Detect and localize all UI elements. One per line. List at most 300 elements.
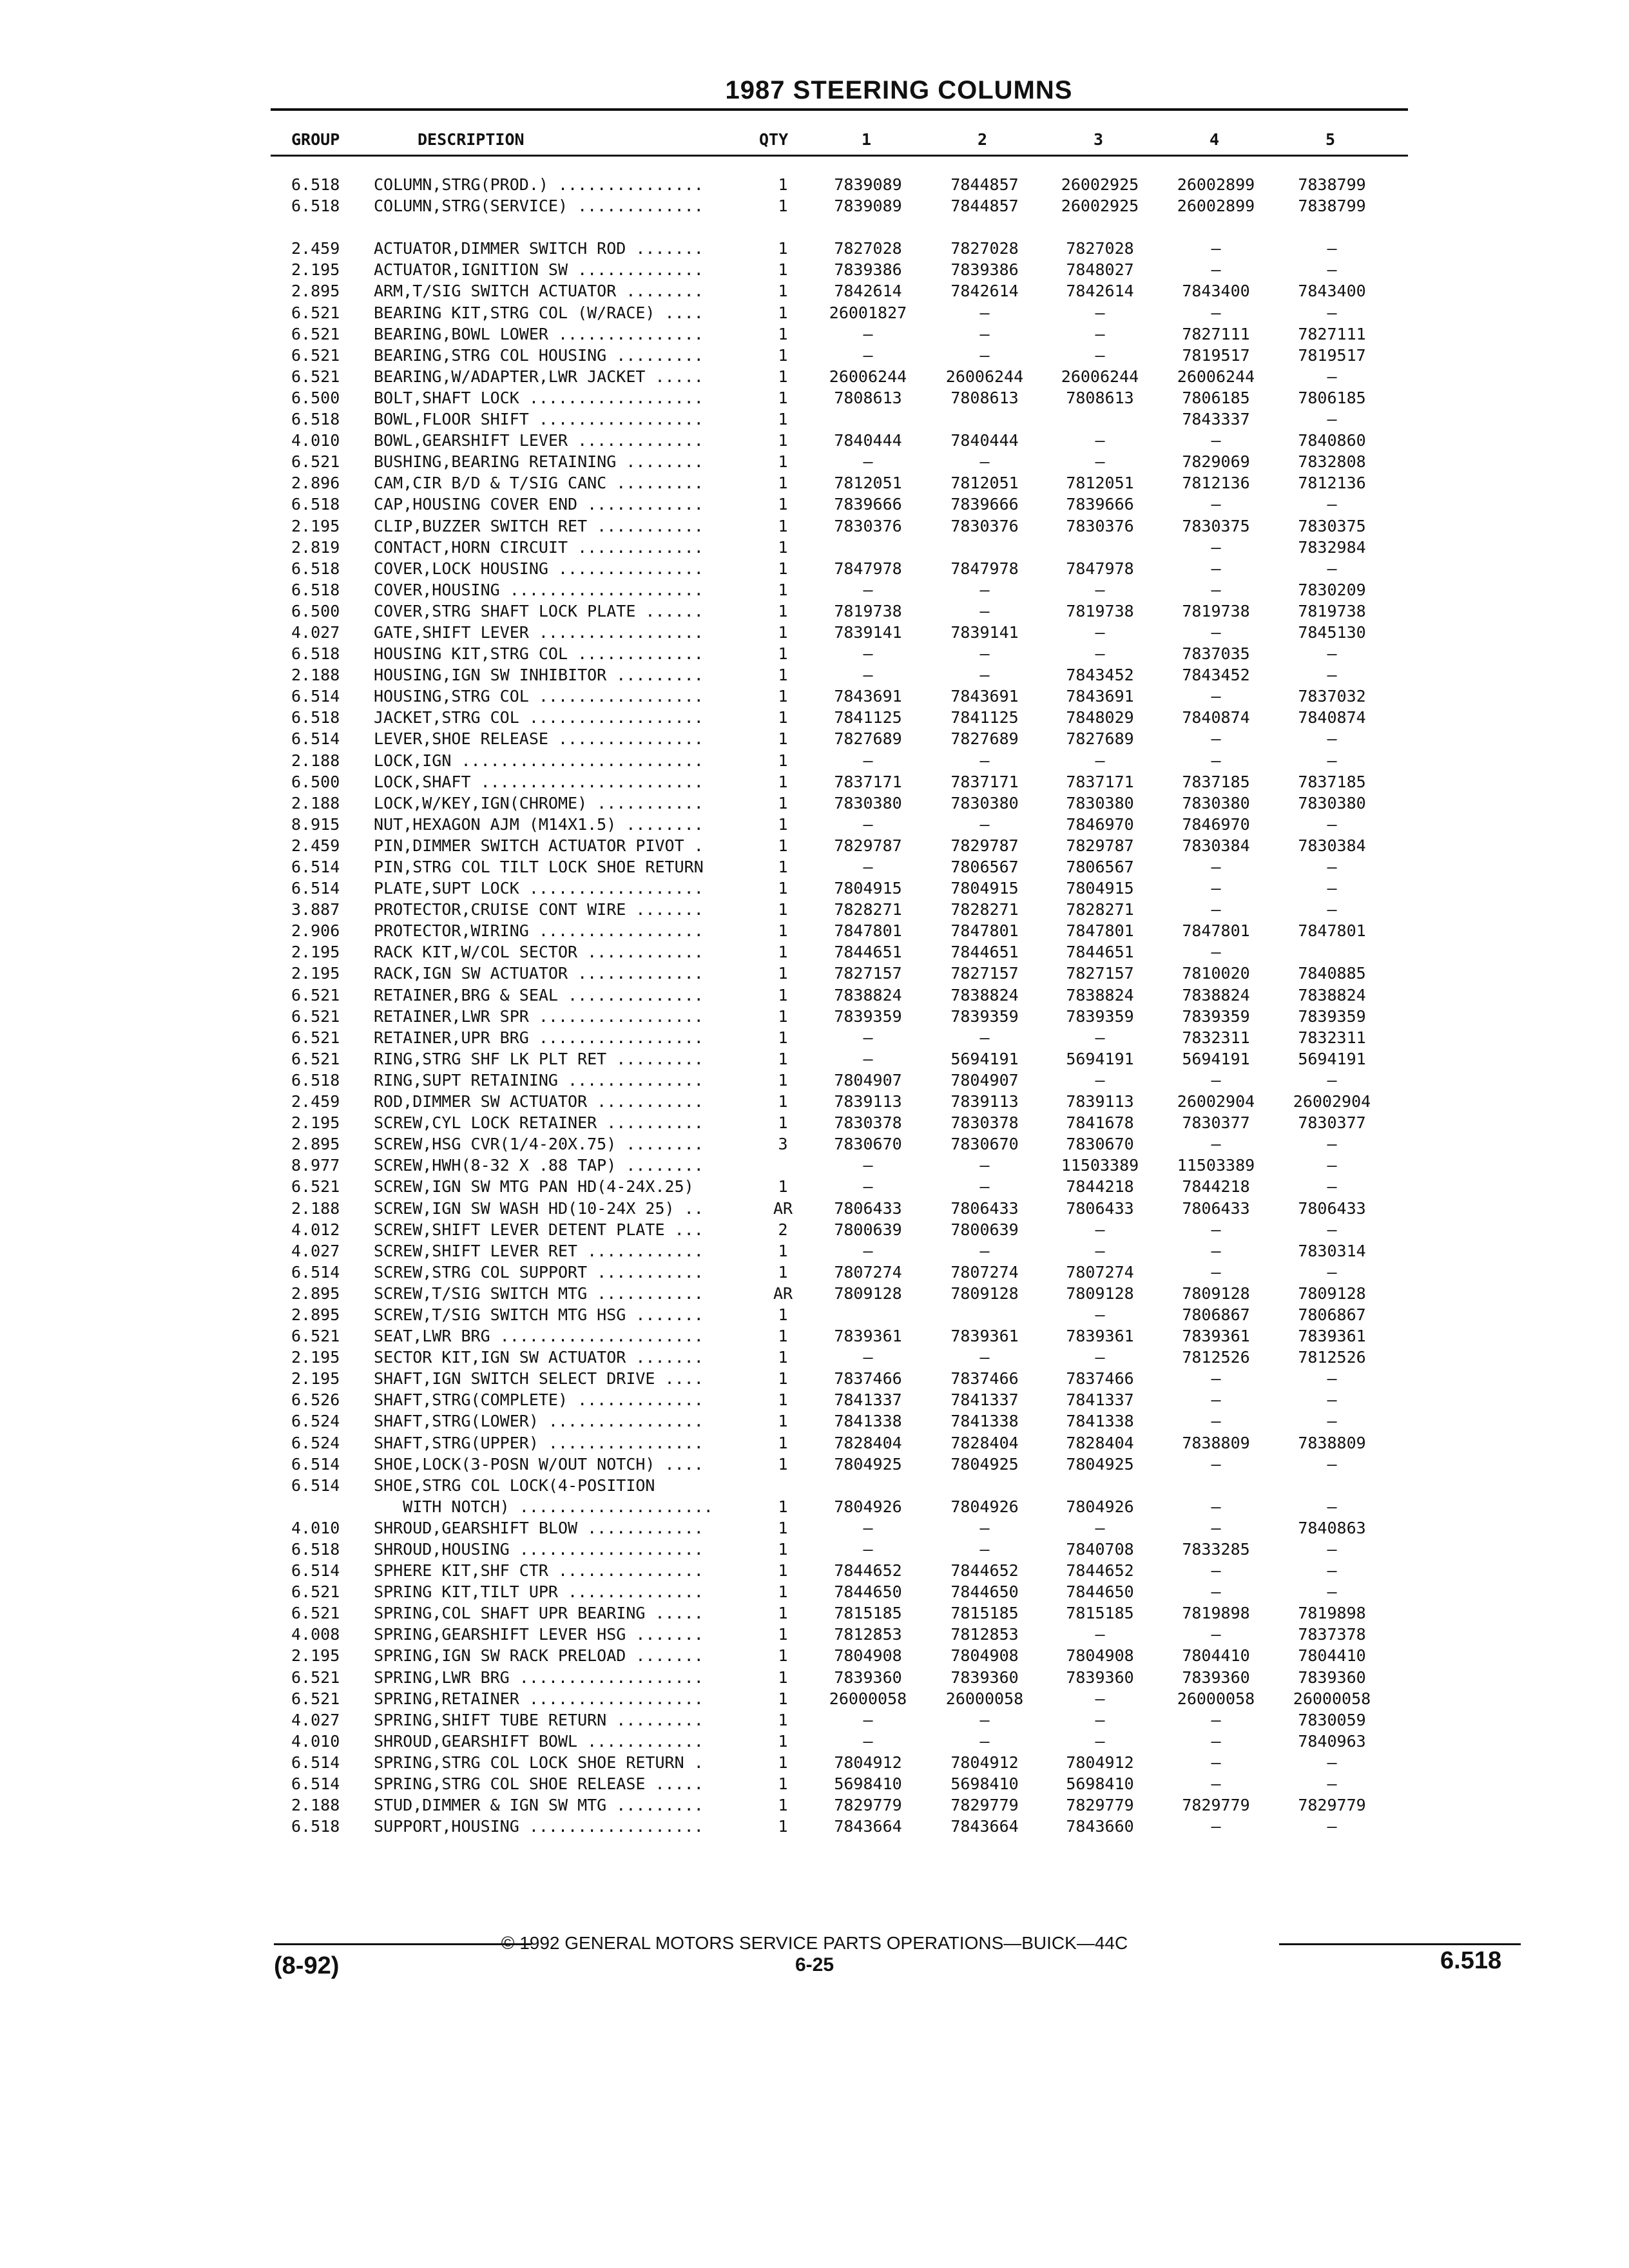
part-number-col-5: 5694191 xyxy=(1298,1049,1366,1068)
group-code: 4.010 xyxy=(291,431,340,450)
part-number-col-3: — xyxy=(1095,1710,1105,1729)
part-number-col-2: — xyxy=(979,324,990,343)
part-number-col-3: 7844218 xyxy=(1066,1177,1134,1196)
part-number-col-1: 7839666 xyxy=(834,495,902,514)
table-row xyxy=(0,1731,1629,1752)
part-number-col-5: — xyxy=(1327,1497,1337,1516)
part-number-col-4: 7829069 xyxy=(1182,452,1250,472)
part-number-col-4: — xyxy=(1211,1497,1221,1516)
part-number-col-1: 7839361 xyxy=(834,1327,902,1346)
part-number-col-1: 7829779 xyxy=(834,1796,902,1815)
parts-table xyxy=(0,174,1629,1837)
part-number-col-4: 7806185 xyxy=(1182,388,1250,407)
group-code: 6.514 xyxy=(291,879,340,898)
part-number-col-4: 7819738 xyxy=(1182,601,1250,620)
part-number-col-5: 7812526 xyxy=(1298,1348,1366,1367)
part-number-col-3: 7830670 xyxy=(1066,1135,1134,1154)
part-number-col-2: — xyxy=(979,1156,990,1175)
group-code: 2.195 xyxy=(291,516,340,535)
group-code: 2.895 xyxy=(291,1135,340,1154)
group-code: 6.521 xyxy=(291,1006,340,1026)
description: BEARING KIT,STRG COL (W/RACE) .... xyxy=(374,303,704,322)
part-number-col-3: — xyxy=(1095,452,1105,472)
part-number-col-5: — xyxy=(1327,729,1337,749)
quantity: 1 xyxy=(778,388,788,407)
part-number-col-3: 7844652 xyxy=(1066,1561,1134,1581)
quantity: 1 xyxy=(778,1582,788,1602)
part-number-col-2: 7844650 xyxy=(950,1582,1019,1602)
part-number-col-1: 7841337 xyxy=(834,1390,902,1410)
part-number-col-2: 7841337 xyxy=(950,1390,1019,1410)
part-number-col-5: 7830375 xyxy=(1298,516,1366,535)
part-number-col-4: 7830375 xyxy=(1182,516,1250,535)
part-number-col-5: — xyxy=(1327,814,1337,834)
part-number-col-3: 7809128 xyxy=(1066,1283,1134,1303)
part-number-col-4: — xyxy=(1211,1390,1221,1410)
part-number-col-5: 7845130 xyxy=(1298,622,1366,642)
description: SPRING,STRG COL LOCK SHOE RETURN . xyxy=(374,1753,704,1772)
description: SCREW,IGN SW WASH HD(10-24X 25) .. xyxy=(374,1198,704,1218)
quantity: 1 xyxy=(778,985,788,1004)
part-number-col-1: 5698410 xyxy=(834,1774,902,1794)
part-number-col-2: — xyxy=(979,580,990,599)
description: CAP,HOUSING COVER END ............ xyxy=(374,495,704,514)
part-number-col-5: — xyxy=(1327,495,1337,514)
part-number-col-4: 7843400 xyxy=(1182,282,1250,301)
part-number-col-5: 7840963 xyxy=(1298,1731,1366,1751)
quantity: 1 xyxy=(778,1710,788,1729)
table-row xyxy=(0,1304,1629,1325)
part-number-col-5: 7840885 xyxy=(1298,964,1366,983)
description: SCREW,STRG COL SUPPORT ........... xyxy=(374,1262,704,1282)
part-number-col-5: — xyxy=(1327,239,1337,258)
part-number-col-4: 7812136 xyxy=(1182,474,1250,493)
table-row xyxy=(0,323,1629,345)
quantity: 1 xyxy=(778,345,788,365)
part-number-col-5: — xyxy=(1327,1540,1337,1559)
part-number-col-5: — xyxy=(1327,1262,1337,1282)
description: PROTECTOR,WIRING ................. xyxy=(374,921,704,941)
quantity: 1 xyxy=(778,1070,788,1090)
part-number-col-2: — xyxy=(979,751,990,770)
part-number-col-4: 7806867 xyxy=(1182,1305,1250,1324)
group-code: 6.514 xyxy=(291,1753,340,1772)
part-number-col-3: 11503389 xyxy=(1061,1156,1139,1175)
table-row xyxy=(0,366,1629,387)
part-number-col-3: 5694191 xyxy=(1066,1049,1134,1068)
group-code: 2.906 xyxy=(291,921,340,941)
description: SCREW,SHIFT LEVER DETENT PLATE ... xyxy=(374,1220,704,1239)
description: SHAFT,IGN SWITCH SELECT DRIVE .... xyxy=(374,1369,704,1389)
quantity: 1 xyxy=(778,1667,788,1687)
group-code: 2.895 xyxy=(291,1283,340,1303)
group-code: 2.195 xyxy=(291,964,340,983)
header-col-1: 1 xyxy=(862,130,872,149)
group-code: 6.521 xyxy=(291,985,340,1004)
page-title: 1987 STEERING COLUMNS xyxy=(725,76,1073,104)
group-code: 6.514 xyxy=(291,1454,340,1474)
part-number-col-4: — xyxy=(1211,900,1221,919)
part-number-col-1: 7830378 xyxy=(834,1113,902,1133)
part-number-col-4: 7837185 xyxy=(1182,772,1250,791)
group-code: 6.521 xyxy=(291,1667,340,1687)
part-number-col-1: — xyxy=(863,580,873,599)
description: SPRING,GEARSHIFT LEVER HSG ....... xyxy=(374,1625,704,1644)
quantity: 1 xyxy=(778,175,788,194)
quantity: 1 xyxy=(778,537,788,557)
part-number-col-1: 7804908 xyxy=(834,1646,902,1666)
footer-copyright: © 1992 GENERAL MOTORS SERVICE PARTS OPERATIONS—BUICK—44C xyxy=(501,1933,1128,1953)
quantity: 1 xyxy=(778,751,788,770)
description: CONTACT,HORN CIRCUIT ............. xyxy=(374,537,704,557)
part-number-col-5: 7806185 xyxy=(1298,388,1366,407)
part-number-col-4: — xyxy=(1211,1774,1221,1794)
table-row xyxy=(0,1475,1629,1496)
description: SHROUD,HOUSING ................... xyxy=(374,1540,704,1559)
part-number-col-2: 7828271 xyxy=(950,900,1019,919)
description: BOWL,GEARSHIFT LEVER ............. xyxy=(374,431,704,450)
part-number-col-2: 7800639 xyxy=(950,1220,1019,1239)
part-number-col-2: 7839386 xyxy=(950,260,1019,280)
table-row xyxy=(0,1176,1629,1197)
part-number-col-2: 7809128 xyxy=(950,1283,1019,1303)
table-row xyxy=(0,793,1629,814)
part-number-col-1: 7804912 xyxy=(834,1753,902,1772)
part-number-col-3: 5698410 xyxy=(1066,1774,1134,1794)
part-number-col-3: 7827157 xyxy=(1066,964,1134,983)
quantity: 1 xyxy=(778,1625,788,1644)
part-number-col-1: 26001827 xyxy=(829,303,907,322)
part-number-col-1: 7804907 xyxy=(834,1070,902,1090)
part-number-col-2: 7806567 xyxy=(950,858,1019,876)
group-code: 2.459 xyxy=(291,836,340,855)
group-code: 2.188 xyxy=(291,666,340,685)
part-number-col-2: 7830670 xyxy=(950,1135,1019,1154)
part-number-col-2: — xyxy=(979,345,990,365)
group-code: 2.195 xyxy=(291,943,340,962)
table-row xyxy=(0,985,1629,1006)
part-number-col-2: — xyxy=(979,601,990,620)
part-number-col-1: 7804915 xyxy=(834,879,902,898)
table-row xyxy=(0,1283,1629,1304)
quantity: 1 xyxy=(778,431,788,450)
description: SCREW,CYL LOCK RETAINER .......... xyxy=(374,1113,704,1133)
part-number-col-1: 7809128 xyxy=(834,1283,902,1303)
quantity: 1 xyxy=(778,1689,788,1708)
quantity: 1 xyxy=(778,1604,788,1623)
part-number-col-5: 7830314 xyxy=(1298,1241,1366,1260)
table-row xyxy=(0,963,1629,984)
description: PIN,STRG COL TILT LOCK SHOE RETURN xyxy=(374,858,704,876)
part-number-col-5: — xyxy=(1327,644,1337,664)
table-row xyxy=(0,1198,1629,1219)
part-number-col-1: — xyxy=(863,1348,873,1367)
part-number-col-1: — xyxy=(863,1731,873,1751)
part-number-col-1: 7812051 xyxy=(834,474,902,493)
group-code: 6.518 xyxy=(291,644,340,664)
table-row xyxy=(0,835,1629,856)
part-number-col-1: 7827157 xyxy=(834,964,902,983)
part-number-col-2: 7830376 xyxy=(950,516,1019,535)
part-number-col-4: — xyxy=(1211,879,1221,898)
part-number-col-5: 26002904 xyxy=(1293,1092,1371,1111)
part-number-col-2: 7829779 xyxy=(950,1796,1019,1815)
part-number-col-3: 7840708 xyxy=(1066,1540,1134,1559)
group-code: 6.521 xyxy=(291,345,340,365)
part-number-col-4: — xyxy=(1211,1241,1221,1260)
part-number-col-2: 7827028 xyxy=(950,239,1019,258)
description: COVER,HOUSING .................... xyxy=(374,580,704,599)
part-number-col-1: 7844650 xyxy=(834,1582,902,1602)
part-number-col-1: 7844652 xyxy=(834,1561,902,1581)
quantity: AR xyxy=(773,1283,793,1303)
group-code: 6.518 xyxy=(291,1070,340,1090)
part-number-col-4: — xyxy=(1211,1369,1221,1389)
part-number-col-5: 7840860 xyxy=(1298,431,1366,450)
group-code: 6.524 xyxy=(291,1433,340,1452)
table-row xyxy=(0,430,1629,451)
group-code: 2.188 xyxy=(291,793,340,812)
part-number-col-4: — xyxy=(1211,580,1221,599)
part-number-col-4: — xyxy=(1211,751,1221,770)
description: SHAFT,STRG(COMPLETE) ............. xyxy=(374,1390,704,1410)
description: SCREW,HSG CVR(1/4-20X.75) ........ xyxy=(374,1135,704,1154)
part-number-col-5: 7827111 xyxy=(1298,324,1366,343)
group-code: 2.195 xyxy=(291,1113,340,1133)
part-number-col-2: — xyxy=(979,1540,990,1559)
part-number-col-1: 7844651 xyxy=(834,943,902,962)
section-number: 6.518 xyxy=(1440,1947,1502,1974)
part-number-col-5: — xyxy=(1327,900,1337,919)
part-number-col-5: 7819517 xyxy=(1298,345,1366,365)
quantity: 3 xyxy=(778,1135,788,1154)
part-number-col-2: — xyxy=(979,644,990,664)
part-number-col-3: — xyxy=(1095,644,1105,664)
part-number-col-5: 7843400 xyxy=(1298,282,1366,301)
page-number: 6-25 xyxy=(795,1954,834,1975)
part-number-col-2: 7830378 xyxy=(950,1113,1019,1133)
table-row xyxy=(0,1539,1629,1560)
group-code: 2.188 xyxy=(291,1198,340,1218)
quantity: 1 xyxy=(778,793,788,812)
part-number-col-4: — xyxy=(1211,687,1221,706)
part-number-col-1: 7838824 xyxy=(834,985,902,1004)
part-number-col-4: 26000058 xyxy=(1177,1689,1255,1708)
part-number-col-4: 7819898 xyxy=(1182,1604,1250,1623)
part-number-col-1: 7808613 xyxy=(834,388,902,407)
part-number-col-2: 7844857 xyxy=(950,175,1019,194)
part-number-col-4: — xyxy=(1211,729,1221,749)
part-number-col-1: 7843691 xyxy=(834,687,902,706)
part-number-col-4: — xyxy=(1211,1731,1221,1751)
part-number-col-5: 7839359 xyxy=(1298,1006,1366,1026)
part-number-col-1: — xyxy=(863,1518,873,1537)
quantity: 1 xyxy=(778,1177,788,1196)
part-number-col-2: — xyxy=(979,303,990,322)
table-row xyxy=(0,899,1629,920)
description: SUPPORT,HOUSING .................. xyxy=(374,1817,704,1836)
part-number-col-1: 7804925 xyxy=(834,1454,902,1474)
description: HOUSING,IGN SW INHIBITOR ......... xyxy=(374,666,704,685)
part-number-col-4: — xyxy=(1211,1625,1221,1644)
part-number-col-3: 7841338 xyxy=(1066,1412,1134,1431)
part-number-col-4: 7847801 xyxy=(1182,921,1250,941)
quantity: 1 xyxy=(778,1774,788,1794)
table-row xyxy=(0,1325,1629,1347)
part-number-col-5: 7832311 xyxy=(1298,1028,1366,1047)
part-number-col-1: 7812853 xyxy=(834,1625,902,1644)
part-number-col-1: 7827028 xyxy=(834,239,902,258)
group-code: 2.188 xyxy=(291,1796,340,1815)
part-number-col-5: — xyxy=(1327,1454,1337,1474)
quantity: 1 xyxy=(778,1262,788,1282)
table-row xyxy=(0,387,1629,408)
part-number-col-2: 7839141 xyxy=(950,622,1019,642)
part-number-col-3: 7839360 xyxy=(1066,1667,1134,1687)
quantity: 1 xyxy=(778,474,788,493)
description: GATE,SHIFT LEVER ................. xyxy=(374,622,704,642)
quantity: 1 xyxy=(778,1817,788,1836)
table-row xyxy=(0,1262,1629,1283)
part-number-col-4: 7832311 xyxy=(1182,1028,1250,1047)
part-number-col-1: 7841125 xyxy=(834,708,902,727)
part-number-col-5: 7830384 xyxy=(1298,836,1366,855)
description: SCREW,IGN SW MTG PAN HD(4-24X.25) xyxy=(374,1177,694,1196)
description: SPRING,LWR BRG ................... xyxy=(374,1667,704,1687)
part-number-col-1: 7829787 xyxy=(834,836,902,855)
part-number-col-5: — xyxy=(1327,1156,1337,1175)
part-number-col-4: 7806433 xyxy=(1182,1198,1250,1218)
description: BOLT,SHAFT LOCK .................. xyxy=(374,388,704,407)
part-number-col-5: 7830377 xyxy=(1298,1113,1366,1133)
part-number-col-3: 7815185 xyxy=(1066,1604,1134,1623)
table-row xyxy=(0,1091,1629,1112)
part-number-col-5: — xyxy=(1327,1774,1337,1794)
header-qty: QTY xyxy=(759,130,789,149)
part-number-col-2: 7804907 xyxy=(950,1070,1019,1090)
part-number-col-3: 7804908 xyxy=(1066,1646,1134,1666)
description: RING,SUPT RETAINING .............. xyxy=(374,1070,704,1090)
group-code: 2.195 xyxy=(291,1348,340,1367)
table-row xyxy=(0,750,1629,771)
part-number-col-3: — xyxy=(1095,1241,1105,1260)
part-number-col-1: — xyxy=(863,666,873,685)
group-code: 4.027 xyxy=(291,1710,340,1729)
table-row xyxy=(0,1602,1629,1624)
part-number-col-4: 7838809 xyxy=(1182,1433,1250,1452)
description: SPRING,SHIFT TUBE RETURN ......... xyxy=(374,1710,704,1729)
part-number-col-4: 7830377 xyxy=(1182,1113,1250,1133)
part-number-col-2: 26000058 xyxy=(945,1689,1024,1708)
group-code: 6.521 xyxy=(291,1049,340,1068)
quantity: 1 xyxy=(778,921,788,941)
part-number-col-3: 7844650 xyxy=(1066,1582,1134,1602)
group-code: 4.010 xyxy=(291,1731,340,1751)
part-number-col-1: 7837466 xyxy=(834,1369,902,1389)
part-number-col-1: 7804926 xyxy=(834,1497,902,1516)
table-row xyxy=(0,1347,1629,1368)
table-row xyxy=(0,1645,1629,1666)
table-row xyxy=(0,537,1629,558)
quantity: 1 xyxy=(778,622,788,642)
description: BEARING,W/ADAPTER,LWR JACKET ..... xyxy=(374,367,704,386)
part-number-col-3: — xyxy=(1095,1305,1105,1324)
quantity: 1 xyxy=(778,644,788,664)
part-number-col-4: 7843452 xyxy=(1182,666,1250,685)
part-number-col-2: 7837466 xyxy=(950,1369,1019,1389)
description: ACTUATOR,DIMMER SWITCH ROD ....... xyxy=(374,239,704,258)
part-number-col-2: 7839359 xyxy=(950,1006,1019,1026)
part-number-col-5: — xyxy=(1327,1753,1337,1772)
quantity: 1 xyxy=(778,836,788,855)
table-row xyxy=(0,643,1629,664)
part-number-col-1: 7815185 xyxy=(834,1604,902,1623)
description: ACTUATOR,IGNITION SW ............. xyxy=(374,260,704,280)
part-number-col-4: 7839359 xyxy=(1182,1006,1250,1026)
part-number-col-4: 7827111 xyxy=(1182,324,1250,343)
part-number-col-5: — xyxy=(1327,666,1337,685)
part-number-col-4: — xyxy=(1211,1220,1221,1239)
part-number-col-4: 7843337 xyxy=(1182,410,1250,429)
part-number-col-5: 7830380 xyxy=(1298,793,1366,812)
part-number-col-2: — xyxy=(979,1028,990,1047)
part-number-col-3: 7829787 xyxy=(1066,836,1134,855)
table-row xyxy=(0,174,1629,195)
part-number-col-1: 7827689 xyxy=(834,729,902,749)
part-number-col-3: 7830376 xyxy=(1066,516,1134,535)
table-row xyxy=(0,216,1629,238)
part-number-col-3: 7837171 xyxy=(1066,772,1134,791)
description: NUT,HEXAGON AJM (M14X1.5) ........ xyxy=(374,814,704,834)
part-number-col-3: 26006244 xyxy=(1061,367,1139,386)
part-number-col-5: 7840863 xyxy=(1298,1518,1366,1537)
quantity: 1 xyxy=(778,1433,788,1452)
description: COVER,LOCK HOUSING ............... xyxy=(374,559,704,578)
quantity: 1 xyxy=(778,900,788,919)
part-number-col-1: 7839089 xyxy=(834,197,902,216)
part-number-col-5: 7840874 xyxy=(1298,708,1366,727)
description: HOUSING,STRG COL ................. xyxy=(374,687,704,706)
part-number-col-2: — xyxy=(979,1518,990,1537)
part-number-col-2: 5694191 xyxy=(950,1049,1019,1068)
group-code: 6.526 xyxy=(291,1390,340,1410)
table-row xyxy=(0,494,1629,515)
group-code: 6.518 xyxy=(291,580,340,599)
table-row xyxy=(0,1581,1629,1602)
group-code: 3.887 xyxy=(291,900,340,919)
part-number-col-5: 7809128 xyxy=(1298,1283,1366,1303)
group-code: 4.012 xyxy=(291,1220,340,1239)
part-number-col-4: 7838824 xyxy=(1182,985,1250,1004)
part-number-col-3: 7804915 xyxy=(1066,879,1134,898)
quantity: 1 xyxy=(778,1327,788,1346)
part-number-col-2: 7812853 xyxy=(950,1625,1019,1644)
table-row xyxy=(0,1624,1629,1645)
group-code: 6.514 xyxy=(291,1475,340,1495)
part-number-col-4: — xyxy=(1211,1135,1221,1154)
description: ARM,T/SIG SWITCH ACTUATOR ........ xyxy=(374,282,704,301)
part-number-col-3: — xyxy=(1095,303,1105,322)
table-row xyxy=(0,1240,1629,1262)
quantity: 1 xyxy=(778,943,788,962)
part-number-col-2: 7844652 xyxy=(950,1561,1019,1581)
group-code: 6.500 xyxy=(291,601,340,620)
part-number-col-3: 7843691 xyxy=(1066,687,1134,706)
part-number-col-3: 7847978 xyxy=(1066,559,1134,578)
group-code: 2.459 xyxy=(291,1092,340,1111)
group-code: 2.819 xyxy=(291,537,340,557)
part-number-col-2: 7804908 xyxy=(950,1646,1019,1666)
